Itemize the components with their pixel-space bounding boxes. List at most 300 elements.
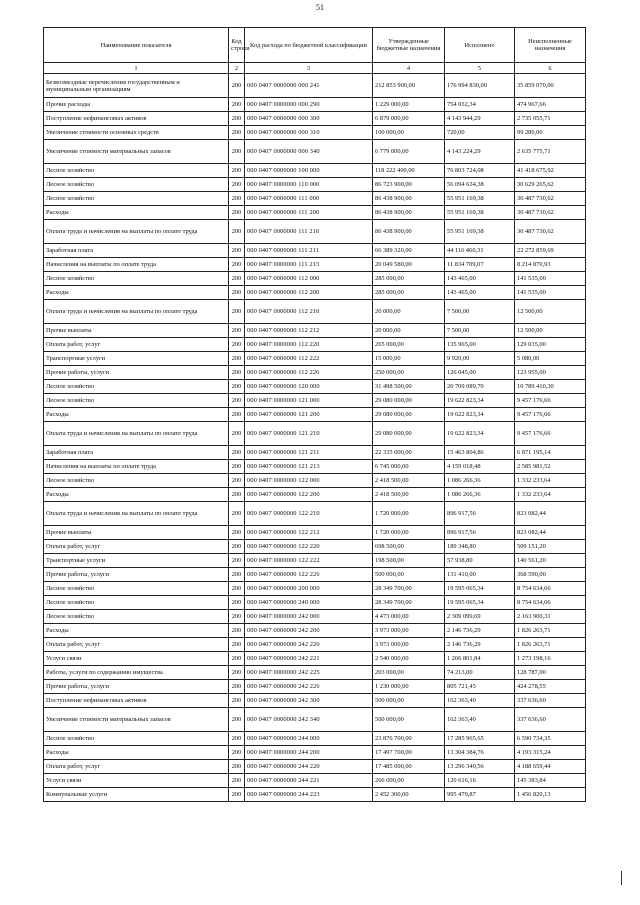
line-code-cell: 200 [229, 760, 245, 774]
header-approved: Утвержденные бюджетные назначения [373, 28, 445, 63]
line-code-cell: 200 [229, 638, 245, 652]
executed-amount-cell: 189 348,80 [445, 540, 515, 554]
approved-amount-cell: 20 000,00 [373, 300, 445, 324]
approved-amount-cell: 1 720 000,00 [373, 526, 445, 540]
approved-amount-cell: 29 080 000,00 [373, 394, 445, 408]
line-code-cell: 200 [229, 624, 245, 638]
unexecuted-amount-cell: 141 535,00 [515, 272, 586, 286]
budget-code-cell: 000 0407 0000000 111 210 [245, 220, 373, 244]
budget-code-cell: 000 0407 0000000 121 200 [245, 408, 373, 422]
approved-amount-cell: 4 473 000,00 [373, 610, 445, 624]
line-code-cell: 200 [229, 244, 245, 258]
line-code-cell: 200 [229, 526, 245, 540]
unexecuted-amount-cell: 35 859 070,00 [515, 74, 586, 98]
budget-code-cell: 000 0407 0000000 111 000 [245, 192, 373, 206]
budget-code-cell: 000 0407 0000000 242 220 [245, 638, 373, 652]
unexecuted-amount-cell: 141 535,00 [515, 286, 586, 300]
line-code-cell: 200 [229, 680, 245, 694]
budget-code-cell: 000 0407 0000000 112 220 [245, 338, 373, 352]
budget-code-cell: 000 0407 0000000 242 221 [245, 652, 373, 666]
indicator-name-cell: Услуги связи [44, 774, 229, 788]
column-number: 3 [245, 63, 373, 74]
indicator-name-cell: Заработная плата [44, 446, 229, 460]
unexecuted-amount-cell: 1 826 263,71 [515, 624, 586, 638]
executed-amount-cell: 143 465,00 [445, 272, 515, 286]
approved-amount-cell: 28 349 700,00 [373, 596, 445, 610]
table-row [44, 554, 586, 568]
budget-code-cell: 000 0407 0000000 111 213 [245, 258, 373, 272]
budget-code-cell: 000 0407 0000000 112 200 [245, 286, 373, 300]
line-code-cell: 200 [229, 300, 245, 324]
approved-amount-cell: 86 438 900,00 [373, 206, 445, 220]
approved-amount-cell: 212 853 900,00 [373, 74, 445, 98]
indicator-name-cell: Начисления на выплаты по оплате труда [44, 460, 229, 474]
executed-amount-cell: 13 296 340,56 [445, 760, 515, 774]
budget-code-cell: 000 0407 0000000 100 000 [245, 164, 373, 178]
budget-code-cell: 000 0407 0000000 112 226 [245, 366, 373, 380]
table-row [44, 126, 586, 140]
unexecuted-amount-cell: 99 280,00 [515, 126, 586, 140]
approved-amount-cell: 2 418 500,00 [373, 474, 445, 488]
table-row [44, 258, 586, 272]
approved-amount-cell: 1 720 000,00 [373, 502, 445, 526]
budget-code-cell: 000 0407 0000000 122 222 [245, 554, 373, 568]
page-number: 51 [316, 3, 324, 12]
table-row [44, 408, 586, 422]
line-code-cell: 200 [229, 192, 245, 206]
table-row [44, 164, 586, 178]
approved-amount-cell: 203 000,00 [373, 666, 445, 680]
executed-amount-cell: 754 032,34 [445, 98, 515, 112]
approved-amount-cell: 86 438 900,00 [373, 192, 445, 206]
executed-amount-cell: 4 143 944,29 [445, 112, 515, 126]
approved-amount-cell: 500 000,00 [373, 694, 445, 708]
table-row [44, 526, 586, 540]
line-code-cell: 200 [229, 788, 245, 802]
unexecuted-amount-cell: 424 278,55 [515, 680, 586, 694]
budget-code-cell: 000 0407 0000000 244 220 [245, 760, 373, 774]
table-row [44, 474, 586, 488]
table-row [44, 652, 586, 666]
line-code-cell: 200 [229, 474, 245, 488]
line-code-cell: 200 [229, 652, 245, 666]
budget-code-cell: 000 0407 0000000 244 223 [245, 788, 373, 802]
executed-amount-cell: 126 045,00 [445, 366, 515, 380]
line-code-cell: 200 [229, 666, 245, 680]
unexecuted-amount-cell: 6 590 734,35 [515, 732, 586, 746]
column-number: 5 [445, 63, 515, 74]
unexecuted-amount-cell: 12 500,00 [515, 324, 586, 338]
unexecuted-amount-cell: 2 163 900,31 [515, 610, 586, 624]
table-row [44, 638, 586, 652]
approved-amount-cell: 265 000,00 [373, 338, 445, 352]
table-row [44, 596, 586, 610]
budget-code-cell: 000 0407 0000000 122 212 [245, 526, 373, 540]
unexecuted-amount-cell: 2 735 055,71 [515, 112, 586, 126]
indicator-name-cell: Лесное хозяйство [44, 474, 229, 488]
unexecuted-amount-cell: 30 487 730,62 [515, 220, 586, 244]
executed-amount-cell: 15 463 804,86 [445, 446, 515, 460]
unexecuted-amount-cell: 1 273 198,16 [515, 652, 586, 666]
approved-amount-cell: 698 500,00 [373, 540, 445, 554]
unexecuted-amount-cell: 10 789 410,30 [515, 380, 586, 394]
line-code-cell: 200 [229, 596, 245, 610]
executed-amount-cell: 19 595 065,34 [445, 582, 515, 596]
unexecuted-amount-cell: 9 457 176,66 [515, 408, 586, 422]
indicator-name-cell: Лесное хозяйство [44, 192, 229, 206]
line-code-cell: 200 [229, 446, 245, 460]
executed-amount-cell: 120 616,16 [445, 774, 515, 788]
unexecuted-amount-cell: 128 787,00 [515, 666, 586, 680]
approved-amount-cell: 3 973 000,00 [373, 624, 445, 638]
column-number: 6 [515, 63, 586, 74]
indicator-name-cell: Прочие выплаты [44, 324, 229, 338]
executed-amount-cell: 1 086 266,36 [445, 474, 515, 488]
executed-amount-cell: 56 094 634,38 [445, 178, 515, 192]
table-row [44, 338, 586, 352]
executed-amount-cell: 1 086 266,36 [445, 488, 515, 502]
budget-code-cell: 000 0407 0000000 000 300 [245, 112, 373, 126]
executed-amount-cell: 4 143 224,29 [445, 140, 515, 164]
executed-amount-cell: 19 622 823,34 [445, 394, 515, 408]
executed-amount-cell: 74 213,00 [445, 666, 515, 680]
unexecuted-amount-cell: 140 561,20 [515, 554, 586, 568]
unexecuted-amount-cell: 8 754 634,66 [515, 582, 586, 596]
table-row [44, 300, 586, 324]
indicator-name-cell: Расходы [44, 624, 229, 638]
unexecuted-amount-cell: 8 754 634,66 [515, 596, 586, 610]
approved-amount-cell: 22 335 000,00 [373, 446, 445, 460]
unexecuted-amount-cell: 337 636,60 [515, 694, 586, 708]
line-code-cell: 200 [229, 286, 245, 300]
indicator-name-cell: Лесное хозяйство [44, 272, 229, 286]
budget-code-cell: 000 0407 0000000 112 212 [245, 324, 373, 338]
margin-mark [621, 871, 622, 885]
line-code-cell: 200 [229, 408, 245, 422]
unexecuted-amount-cell: 41 418 675,92 [515, 164, 586, 178]
approved-amount-cell: 285 000,00 [373, 272, 445, 286]
line-code-cell: 200 [229, 774, 245, 788]
budget-code-cell: 000 0407 0000000 111 211 [245, 244, 373, 258]
indicator-name-cell: Лесное хозяйство [44, 610, 229, 624]
executed-amount-cell: 7 500,00 [445, 300, 515, 324]
unexecuted-amount-cell: 30 487 730,62 [515, 192, 586, 206]
line-code-cell: 200 [229, 98, 245, 112]
executed-amount-cell: 2 309 099,69 [445, 610, 515, 624]
executed-amount-cell: 896 917,56 [445, 502, 515, 526]
table-row [44, 610, 586, 624]
approved-amount-cell: 86 438 900,00 [373, 220, 445, 244]
executed-amount-cell: 7 500,00 [445, 324, 515, 338]
executed-amount-cell: 17 285 965,65 [445, 732, 515, 746]
line-code-cell: 200 [229, 112, 245, 126]
approved-amount-cell: 6 779 000,00 [373, 140, 445, 164]
table-row [44, 708, 586, 732]
line-code-cell: 200 [229, 540, 245, 554]
unexecuted-amount-cell: 823 082,44 [515, 526, 586, 540]
indicator-name-cell: Поступление нефинансовых активов [44, 112, 229, 126]
indicator-name-cell: Оплата работ, услуг [44, 540, 229, 554]
indicator-name-cell: Прочие выплаты [44, 526, 229, 540]
budget-code-cell: 000 0407 0000000 122 220 [245, 540, 373, 554]
budget-code-cell: 000 0407 0000000 112 210 [245, 300, 373, 324]
table-header [44, 28, 586, 74]
indicator-name-cell: Расходы [44, 746, 229, 760]
table-row [44, 206, 586, 220]
table-body [44, 74, 586, 802]
approved-amount-cell: 17 497 700,00 [373, 746, 445, 760]
executed-amount-cell: 76 803 724,08 [445, 164, 515, 178]
executed-amount-cell: 19 622 823,34 [445, 408, 515, 422]
budget-code-cell: 000 0407 0000000 121 211 [245, 446, 373, 460]
line-code-cell: 200 [229, 610, 245, 624]
approved-amount-cell: 17 485 000,00 [373, 760, 445, 774]
table-row [44, 112, 586, 126]
indicator-name-cell: Поступление нефинансовых активов [44, 694, 229, 708]
table-row [44, 746, 586, 760]
indicator-name-cell: Прочие работы, услуги [44, 366, 229, 380]
budget-execution-table [43, 27, 586, 802]
table-row [44, 732, 586, 746]
executed-amount-cell: 44 116 460,31 [445, 244, 515, 258]
approved-amount-cell: 15 000,00 [373, 352, 445, 366]
unexecuted-amount-cell: 337 636,60 [515, 708, 586, 732]
executed-amount-cell: 55 951 169,38 [445, 220, 515, 244]
executed-amount-cell: 20 709 089,70 [445, 380, 515, 394]
budget-code-cell: 000 0407 0000000 244 221 [245, 774, 373, 788]
approved-amount-cell: 20 000,00 [373, 324, 445, 338]
executed-amount-cell: 19 595 065,34 [445, 596, 515, 610]
line-code-cell: 200 [229, 74, 245, 98]
budget-code-cell: 000 0407 0000000 121 210 [245, 422, 373, 446]
budget-code-cell: 000 0407 0000000 122 226 [245, 568, 373, 582]
table-row [44, 220, 586, 244]
indicator-name-cell: Увеличение стоимости материальных запасов [44, 140, 229, 164]
table-row [44, 272, 586, 286]
line-code-cell: 200 [229, 380, 245, 394]
approved-amount-cell: 118 222 400,00 [373, 164, 445, 178]
approved-amount-cell: 6 745 000,00 [373, 460, 445, 474]
line-code-cell: 200 [229, 206, 245, 220]
unexecuted-amount-cell: 1 456 820,13 [515, 788, 586, 802]
budget-code-cell: 000 0407 0000000 244 000 [245, 732, 373, 746]
executed-amount-cell: 176 994 830,00 [445, 74, 515, 98]
unexecuted-amount-cell: 1 826 263,71 [515, 638, 586, 652]
unexecuted-amount-cell: 6 871 195,14 [515, 446, 586, 460]
approved-amount-cell: 2 418 500,00 [373, 488, 445, 502]
unexecuted-amount-cell: 4 188 659,44 [515, 760, 586, 774]
table-row [44, 98, 586, 112]
line-code-cell: 200 [229, 554, 245, 568]
approved-amount-cell: 250 000,00 [373, 366, 445, 380]
budget-code-cell: 000 0407 0000000 120 000 [245, 380, 373, 394]
table-row [44, 140, 586, 164]
budget-code-cell: 000 0407 0000000 000 290 [245, 98, 373, 112]
column-number: 4 [373, 63, 445, 74]
table-row [44, 422, 586, 446]
unexecuted-amount-cell: 1 332 233,64 [515, 474, 586, 488]
approved-amount-cell: 285 000,00 [373, 286, 445, 300]
approved-amount-cell: 266 000,00 [373, 774, 445, 788]
line-code-cell: 200 [229, 732, 245, 746]
indicator-name-cell: Лесное хозяйство [44, 164, 229, 178]
unexecuted-amount-cell: 129 035,00 [515, 338, 586, 352]
table-row [44, 568, 586, 582]
column-number: 1 [44, 63, 229, 74]
unexecuted-amount-cell: 9 457 176,66 [515, 422, 586, 446]
budget-code-cell: 000 0407 0000000 122 210 [245, 502, 373, 526]
unexecuted-amount-cell: 2 635 775,71 [515, 140, 586, 164]
table-row [44, 324, 586, 338]
table-row [44, 760, 586, 774]
approved-amount-cell: 1 229 000,00 [373, 98, 445, 112]
approved-amount-cell: 100 000,00 [373, 126, 445, 140]
executed-amount-cell: 720,00 [445, 126, 515, 140]
approved-amount-cell: 500 000,00 [373, 568, 445, 582]
executed-amount-cell: 2 146 736,29 [445, 638, 515, 652]
executed-amount-cell: 805 721,45 [445, 680, 515, 694]
line-code-cell: 200 [229, 352, 245, 366]
indicator-name-cell: Оплата работ, услуг [44, 338, 229, 352]
indicator-name-cell: Транспортные услуги [44, 352, 229, 366]
line-code-cell: 200 [229, 746, 245, 760]
indicator-name-cell: Оплата труда и начисления на выплаты по оплате труда [44, 300, 229, 324]
table-row [44, 694, 586, 708]
line-code-cell: 200 [229, 582, 245, 596]
header-unexecuted: Неисполненные назначения [515, 28, 586, 63]
unexecuted-amount-cell: 145 383,84 [515, 774, 586, 788]
budget-code-cell: 000 0407 0000000 112 222 [245, 352, 373, 366]
budget-code-cell: 000 0407 0000000 242 000 [245, 610, 373, 624]
table-row [44, 74, 586, 98]
table-row [44, 178, 586, 192]
executed-amount-cell: 995 479,87 [445, 788, 515, 802]
line-code-cell: 200 [229, 220, 245, 244]
table-row [44, 286, 586, 300]
approved-amount-cell: 500 000,00 [373, 708, 445, 732]
budget-code-cell: 000 0407 0000000 111 200 [245, 206, 373, 220]
table-row [44, 666, 586, 680]
table-row [44, 680, 586, 694]
unexecuted-amount-cell: 22 272 859,69 [515, 244, 586, 258]
table-row [44, 380, 586, 394]
table-row [44, 366, 586, 380]
unexecuted-amount-cell: 1 332 233,64 [515, 488, 586, 502]
indicator-name-cell: Лесное хозяйство [44, 178, 229, 192]
indicator-name-cell: Оплата работ, услуг [44, 760, 229, 774]
table-row [44, 394, 586, 408]
indicator-name-cell: Увеличение стоимости материальных запасов [44, 708, 229, 732]
budget-code-cell: 000 0407 0000000 244 200 [245, 746, 373, 760]
indicator-name-cell: Расходы [44, 206, 229, 220]
unexecuted-amount-cell: 123 955,00 [515, 366, 586, 380]
executed-amount-cell: 55 951 169,38 [445, 206, 515, 220]
budget-code-cell: 000 0407 0000000 122 200 [245, 488, 373, 502]
column-number: 2 [229, 63, 245, 74]
budget-code-cell: 000 0407 0000000 000 241 [245, 74, 373, 98]
line-code-cell: 200 [229, 140, 245, 164]
budget-code-cell: 000 0407 0000000 242 226 [245, 680, 373, 694]
approved-amount-cell: 29 080 000,00 [373, 422, 445, 446]
indicator-name-cell: Прочие работы, услуги [44, 568, 229, 582]
approved-amount-cell: 66 389 320,00 [373, 244, 445, 258]
unexecuted-amount-cell: 30 487 730,62 [515, 206, 586, 220]
budget-code-cell: 000 0407 0000000 242 300 [245, 694, 373, 708]
indicator-name-cell: Прочие работы, услуги [44, 680, 229, 694]
indicator-name-cell: Лесное хозяйство [44, 596, 229, 610]
approved-amount-cell: 198 500,00 [373, 554, 445, 568]
executed-amount-cell: 135 965,00 [445, 338, 515, 352]
line-code-cell: 200 [229, 324, 245, 338]
table-row [44, 624, 586, 638]
header-indicator-name: Наименование показателя [44, 28, 229, 63]
header-line-code: Код строки [229, 28, 245, 63]
indicator-name-cell: Оплата труда и начисления на выплаты по оплате труда [44, 422, 229, 446]
executed-amount-cell: 162 363,40 [445, 708, 515, 732]
indicator-name-cell: Услуги связи [44, 652, 229, 666]
budget-code-cell: 000 0407 0000000 110 000 [245, 178, 373, 192]
unexecuted-amount-cell: 4 193 315,24 [515, 746, 586, 760]
indicator-name-cell: Расходы [44, 286, 229, 300]
unexecuted-amount-cell: 5 080,00 [515, 352, 586, 366]
unexecuted-amount-cell: 368 590,00 [515, 568, 586, 582]
executed-amount-cell: 9 920,00 [445, 352, 515, 366]
line-code-cell: 200 [229, 694, 245, 708]
budget-code-cell: 000 0407 0000000 242 200 [245, 624, 373, 638]
line-code-cell: 200 [229, 708, 245, 732]
approved-amount-cell: 28 349 700,00 [373, 582, 445, 596]
indicator-name-cell: Транспортные услуги [44, 554, 229, 568]
executed-amount-cell: 55 951 169,38 [445, 192, 515, 206]
table-row [44, 582, 586, 596]
unexecuted-amount-cell: 9 457 176,66 [515, 394, 586, 408]
unexecuted-amount-cell: 12 500,00 [515, 300, 586, 324]
line-code-cell: 200 [229, 338, 245, 352]
line-code-cell: 200 [229, 366, 245, 380]
budget-code-cell: 000 0407 0000000 200 000 [245, 582, 373, 596]
budget-code-cell: 000 0407 0000000 112 000 [245, 272, 373, 286]
indicator-name-cell: Лесное хозяйство [44, 394, 229, 408]
table-row [44, 352, 586, 366]
line-code-cell: 200 [229, 258, 245, 272]
indicator-name-cell: Безвозмездные перечисления государственным и муниципальным организациям [44, 74, 229, 98]
executed-amount-cell: 13 304 384,76 [445, 746, 515, 760]
approved-amount-cell: 2 540 000,00 [373, 652, 445, 666]
budget-code-cell: 000 0407 0000000 122 000 [245, 474, 373, 488]
indicator-name-cell: Заработная плата [44, 244, 229, 258]
executed-amount-cell: 2 146 736,29 [445, 624, 515, 638]
table-row [44, 446, 586, 460]
approved-amount-cell: 1 230 000,00 [373, 680, 445, 694]
executed-amount-cell: 162 363,40 [445, 694, 515, 708]
approved-amount-cell: 29 080 000,00 [373, 408, 445, 422]
table-row [44, 774, 586, 788]
table-row [44, 488, 586, 502]
executed-amount-cell: 896 917,56 [445, 526, 515, 540]
line-code-cell: 200 [229, 178, 245, 192]
unexecuted-amount-cell: 30 629 265,62 [515, 178, 586, 192]
indicator-name-cell: Оплата труда и начисления на выплаты по оплате труда [44, 220, 229, 244]
executed-amount-cell: 19 622 823,34 [445, 422, 515, 446]
indicator-name-cell: Расходы [44, 488, 229, 502]
line-code-cell: 200 [229, 488, 245, 502]
indicator-name-cell: Прочие расходы [44, 98, 229, 112]
table-row [44, 244, 586, 258]
executed-amount-cell: 57 938,80 [445, 554, 515, 568]
table-row [44, 502, 586, 526]
executed-amount-cell: 11 834 709,07 [445, 258, 515, 272]
unexecuted-amount-cell: 509 151,20 [515, 540, 586, 554]
